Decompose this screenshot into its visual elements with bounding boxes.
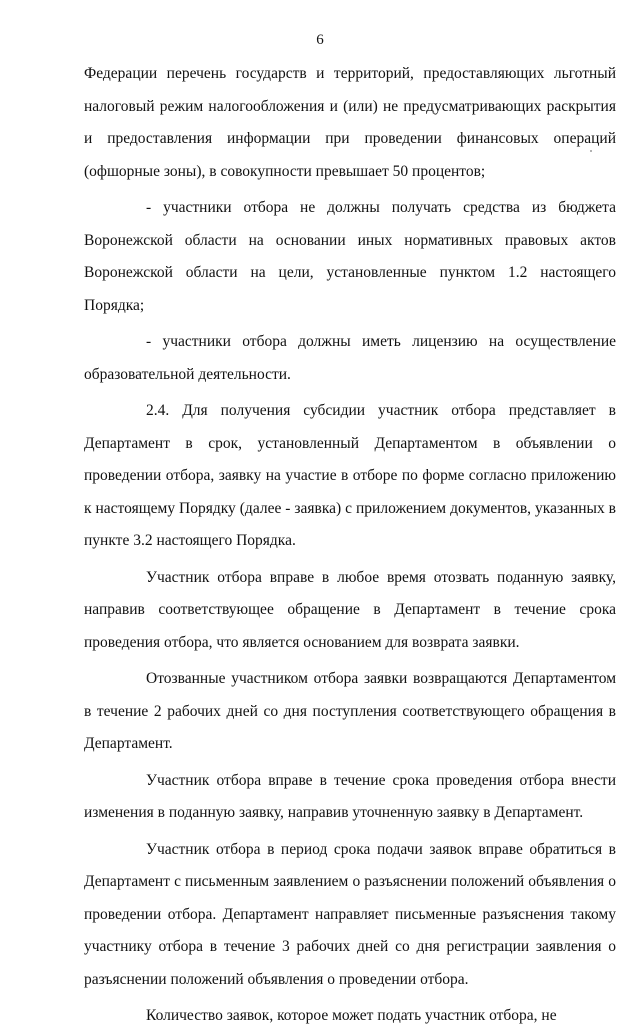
paragraph-clarification-request: Участник отбора в период срока подачи заявок вправе обратиться в Департамент с письменным заявлением о разъяснении положений объявления о проведении отбора. Департамент направляет письменные разъяснения такому участнику отбора в течение 3 рабочих дней со дня регистрации заявления о разъяснении положений объявления о проведении отбора.	[84, 840, 616, 988]
paragraph-section-2-4: 2.4. Для получения субсидии участник отбора представляет в Департамент в срок, установленный Департаментом в объявлении о проведении отбора, заявку на участие в отборе по форме согласно приложению к настоящему Порядку (далее - заявка) с приложением документов, указанных в пункте 3.2 настоящего Порядка.	[84, 402, 616, 549]
paragraph-withdraw-application: Участник отбора вправе в любое время отозвать поданную заявку, направив соответствующее обращение в Департамент в течение срока проведения отбора, что является основанием для возврата заявки.	[84, 568, 616, 651]
paragraph-budget-condition: - участники отбора не должны получать средства из бюджета Воронежской области на основании иных нормативных правовых актов Воронежской области на цели, установленные пунктом 1.2 настоящего Порядка;	[84, 199, 616, 314]
paragraph-license-condition: - участники отбора должны иметь лицензию на осуществление образовательной деятельности.	[84, 333, 616, 383]
paragraph-offshore-continuation: Федерации перечень государств и территорий, предоставляющих льготный налоговый режим налогообложения и (или) не предусматривающих раскрытия и предоставления информации при проведении финансовых операций (офшорные зоны), в совокупности превышает 50 процентов;	[84, 65, 616, 180]
paragraph-amend-application: Участник отбора вправе в течение срока проведения отбора внести изменения в поданную заявку, направив уточненную заявку в Департамент.	[84, 771, 616, 821]
page-number: 6	[316, 32, 324, 48]
paragraph-application-count: Количество заявок, которое может подать участник отбора, не	[146, 1007, 557, 1024]
paragraph-return-applications: Отозванные участником отбора заявки возвращаются Департаментом в течение 2 рабочих дней со дня поступления соответствующего обращения в Департамент.	[84, 670, 616, 752]
document-body	[84, 58, 616, 1033]
